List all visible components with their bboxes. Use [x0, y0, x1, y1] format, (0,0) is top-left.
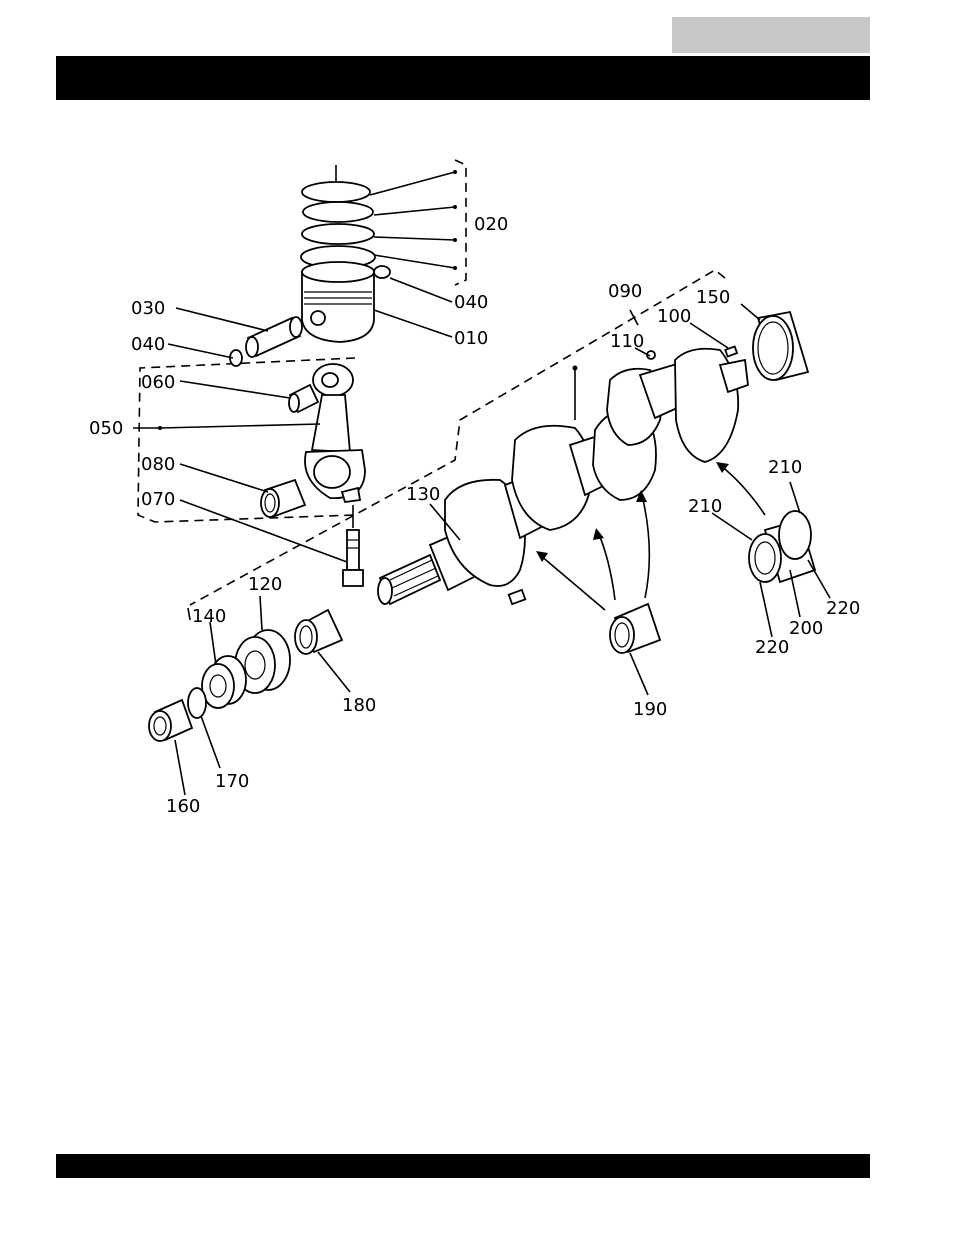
bearing-080: [261, 480, 305, 517]
piston-ring-2: [303, 202, 373, 222]
label-110: 110: [610, 331, 645, 352]
label-190: 190: [633, 699, 668, 720]
label-100: 100: [657, 306, 692, 327]
label-080: 080: [141, 454, 176, 475]
label-140: 140: [192, 606, 227, 627]
gear-140: [202, 656, 246, 708]
label-220-right: 220: [826, 598, 861, 619]
label-040-upper: 040: [454, 292, 489, 313]
label-200: 200: [789, 618, 824, 639]
bearing-160: [149, 700, 192, 741]
piston-pin: [246, 317, 302, 357]
label-210-right: 210: [768, 457, 803, 478]
label-060: 060: [141, 372, 176, 393]
label-210-left: 210: [688, 496, 723, 517]
label-220-left: 220: [755, 637, 790, 658]
circlip-040-upper: [374, 266, 390, 278]
label-090: 090: [608, 281, 643, 302]
label-180: 180: [342, 695, 377, 716]
label-020: 020: [474, 214, 509, 235]
conrod-bolt-070: [343, 505, 363, 586]
label-050: 050: [89, 418, 124, 439]
label-030: 030: [131, 298, 166, 319]
label-120: 120: [248, 574, 283, 595]
crankshaft: [378, 346, 748, 604]
piston-ring-1: [302, 182, 370, 202]
bushing-150: [753, 312, 808, 380]
label-010: 010: [454, 328, 489, 349]
label-170: 170: [215, 771, 250, 792]
label-130: 130: [406, 484, 441, 505]
label-150: 150: [696, 287, 731, 308]
ring-170: [188, 688, 206, 718]
label-160: 160: [166, 796, 201, 817]
bearing-180: [295, 610, 342, 654]
bushing-060: [289, 385, 318, 412]
footer-bar: [56, 1154, 870, 1178]
piston-ring-3: [302, 224, 374, 244]
label-040-lower: 040: [131, 334, 166, 355]
bearing-assembly-200: [749, 511, 815, 582]
connecting-rod: [305, 364, 365, 502]
bearing-190: [610, 604, 660, 653]
group-020-bracket: [455, 160, 466, 285]
label-070: 070: [141, 489, 176, 510]
piston-assembly: [301, 165, 390, 342]
